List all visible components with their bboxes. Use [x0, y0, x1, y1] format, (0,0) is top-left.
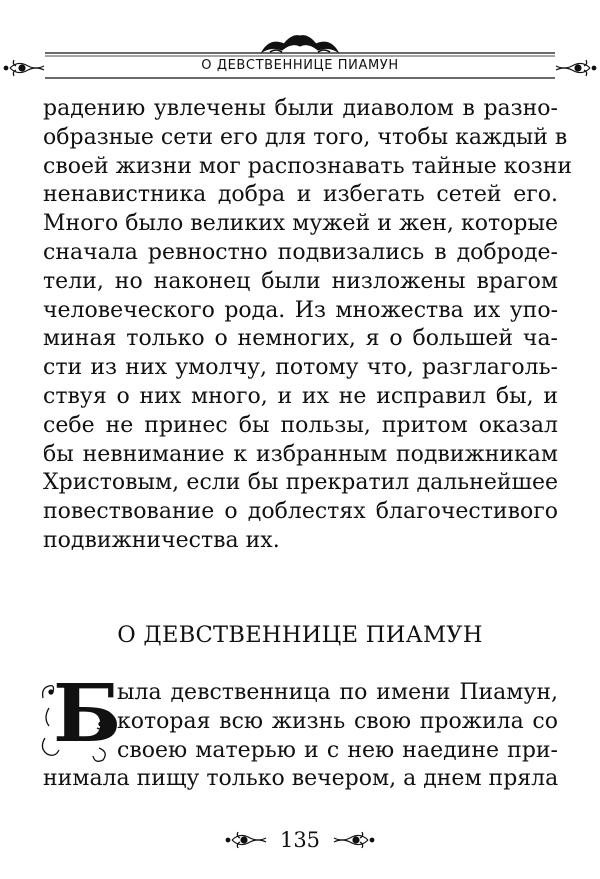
page-footer	[0, 822, 600, 862]
text-line: миная только о немногих, я о большей ча-	[43, 326, 558, 352]
text-line: подвижничества их.	[43, 527, 280, 553]
text-line: сначала ревностно подвизались в доброде-	[43, 239, 558, 265]
text-line: ствуя о них много, и их не исправил бы, и	[43, 383, 558, 409]
text-line: сти из них умолчу, потому что, разглаголь-	[43, 355, 558, 381]
text-line: человеческого рода. Из множества их упо-	[43, 297, 558, 323]
text-line: Много было великих мужей и жен, которые	[43, 211, 558, 237]
text-line: образные сети его для того, чтобы каждый в	[43, 124, 568, 150]
page-number: 135	[279, 828, 321, 852]
text-line: бы невнимание к избранным подвижникам	[43, 441, 558, 467]
paragraph-1	[43, 95, 573, 556]
paragraph-2	[43, 666, 559, 793]
section-title: О ДЕВСТВЕННИЦЕ ПИАМУН	[117, 622, 483, 648]
drop-cap	[43, 666, 122, 764]
text-line: себе не принес бы пользы, притом оказал	[43, 412, 558, 438]
running-title: О ДЕВСТВЕННИЦЕ ПИАМУН	[201, 58, 399, 73]
text-line: повествование о доблестях благочестивого	[43, 499, 558, 525]
text-line: своей жизни мог распознавать тайные козни	[43, 153, 573, 179]
page-header	[0, 30, 600, 90]
text-line: радению увлечены были диаволом в разно-	[43, 96, 558, 121]
text-line: нимала пищу только вечером, а днем пряла	[43, 766, 559, 792]
drop-cap-letter: Б	[53, 666, 122, 760]
text-line: своею матерью и с нею наедине при-	[117, 737, 558, 763]
text-line: которая всю жизнь свою прожила со	[117, 708, 558, 734]
text-line: Христовым, если бы прекратил дальнейшее	[43, 470, 558, 496]
text-line: ненавистника добра и избегать сетей его.	[43, 182, 558, 208]
text-line: тели, но наконец были низложены врагом	[43, 268, 558, 294]
text-line: ыла девственница по имени Пиамун,	[117, 680, 558, 705]
